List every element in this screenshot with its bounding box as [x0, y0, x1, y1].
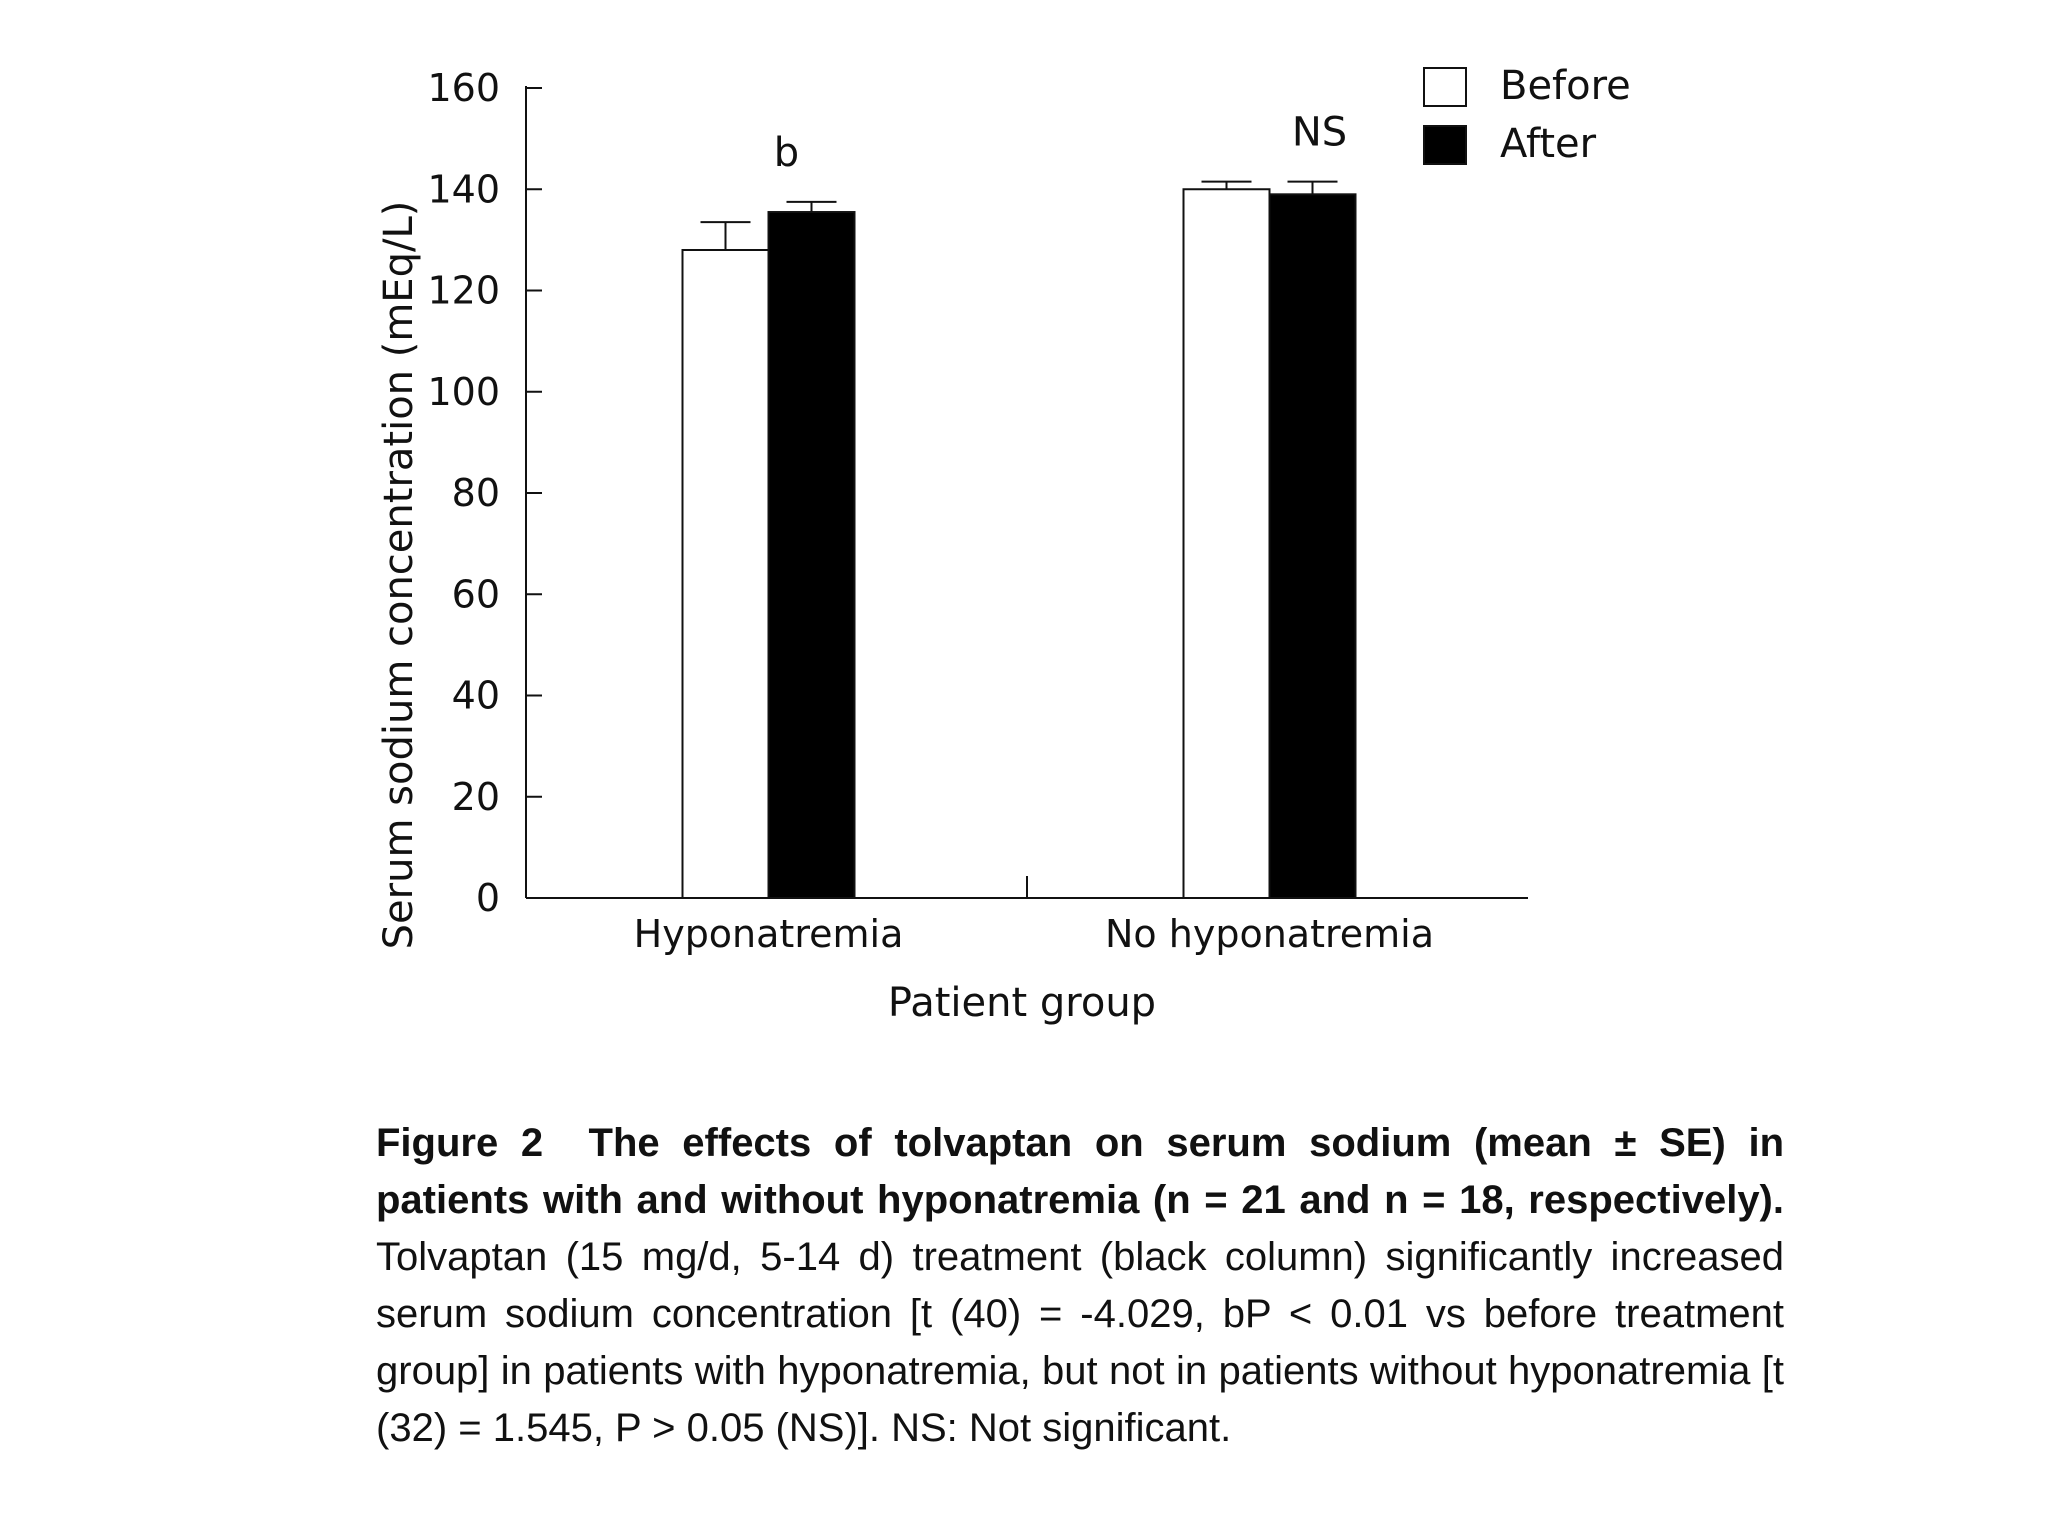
significance-label: NS: [1291, 109, 1348, 156]
legend-label-after: After: [1500, 121, 1597, 167]
y-axis: [427, 66, 542, 920]
x-tick-label: Hyponatremia: [633, 912, 904, 956]
significance-label: b: [773, 129, 800, 176]
y-tick-label: 100: [427, 369, 500, 414]
y-tick-label: 80: [451, 471, 500, 515]
figure-caption: [376, 1115, 1784, 1457]
y-tick-label: 60: [451, 572, 500, 617]
bars: [683, 182, 1356, 898]
legend-swatch-after: [1424, 126, 1466, 164]
bar-before: [683, 250, 769, 898]
x-tick-label: No hyponatremia: [1105, 912, 1434, 956]
legend-label-before: Before: [1500, 63, 1631, 109]
bar-before: [1184, 189, 1270, 898]
x-axis-label: Patient group: [887, 980, 1157, 1026]
caption-bold-text: The effects of tolvaptan on serum sodium (mean ± SE) in patients with and without hyponatremia (n = 21 and n = 18, respectively).: [376, 1121, 1784, 1222]
legend: [1424, 63, 1631, 167]
x-axis: [526, 876, 1528, 956]
y-tick-label: 0: [475, 876, 500, 920]
y-tick-label: 120: [427, 268, 500, 313]
caption-text: Tolvaptan (15 mg/d, 5-14 d) treatment (black column) significantly increased serum sodium concentration [t (40) = -4.029, bP < 0.01 vs before treatment group] in patients with hyponatremia, but not in patients without hyponatremia [t (32) = 1.545, P > 0.05 (NS)]. NS: Not significant.: [376, 1235, 1784, 1450]
bar-after: [1270, 194, 1356, 898]
y-tick-label: 140: [427, 167, 500, 212]
y-tick-label: 20: [451, 774, 500, 819]
annotations: [774, 110, 1347, 176]
caption-label: Figure 2: [376, 1121, 544, 1165]
legend-swatch-before: [1424, 68, 1466, 106]
y-tick-label: 160: [427, 66, 500, 110]
y-tick-label: 40: [451, 673, 500, 718]
y-axis-label: Serum sodium concentration (mEq/L): [376, 200, 422, 950]
bar-after: [769, 212, 855, 898]
